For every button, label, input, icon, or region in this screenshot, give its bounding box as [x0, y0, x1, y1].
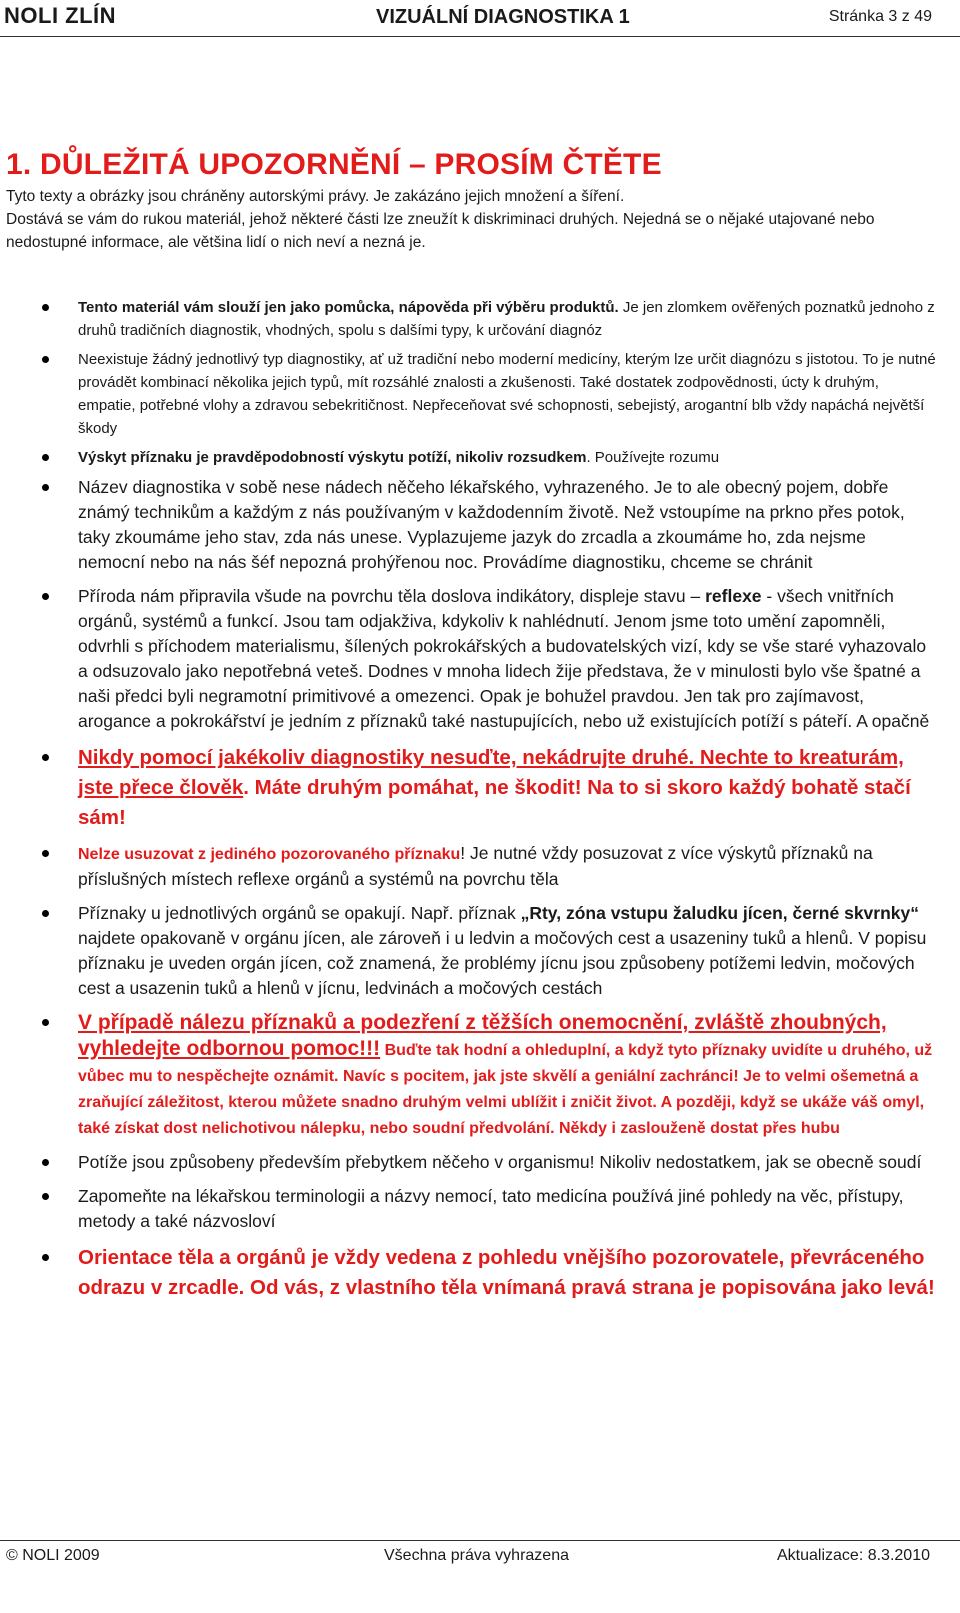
bullet-icon	[42, 754, 49, 761]
bullet-icon	[42, 1019, 49, 1026]
item-warning: Orientace těla a orgánů je vždy vedena z pohledu vnějšího pozorovatele, převráceného odrazu v zrcadle. Od vás, z vlastního těla vnímaná pravá strana je popisována jako levá!	[78, 1246, 935, 1299]
item-text: Je jen zlomkem ověřených poznatků jednoho z druhů tradičních diagnostik, vhodných, spolu s dalšími typy, k určování diagnóz	[78, 299, 935, 339]
bullet-icon	[42, 1254, 49, 1261]
bullet-icon	[42, 454, 49, 461]
item-text: Název diagnostika v sobě nese nádech něčeho lékařského, vyhrazeného. Je to ale obecný pojem, dobře známý technikům a každým z nás používaným v každodenním životě. Než vstoupíme na prkno přes potok, taky zkoumáme jeho stav, zda nás unese. Vyplazujeme jazyk do zrcadla a zkoumáme ho, zda nejsme nemocní nebo na nás šéf nepozná prohýřenou noc. Provádíme diagnostiku, chceme se chránit	[78, 477, 905, 572]
item-text: ! Je nutné vždy posuzovat z více výskytů příznaků na příslušných místech reflexe orgánů a systémů na povrchu těla	[78, 843, 873, 889]
item-emphasis: „Rty, zóna vstupu žaludku jícen, černé skvrnky“	[520, 903, 920, 923]
item-text: Potíže jsou způsobeny především přebytkem něčeho v organismu! Nikoliv nedostatkem, jak se obecně soudí	[78, 1152, 922, 1172]
intro-copyright: Tyto texty a obrázky jsou chráněny autorskými právy. Je zakázáno jejich množení a šíření.	[6, 188, 625, 205]
bullet-icon	[42, 356, 49, 363]
item-emphasis: Tento materiál vám slouží jen jako pomůcka, nápověda při výběru produktů.	[78, 299, 619, 316]
bullet-icon	[42, 593, 49, 600]
list-item	[0, 1184, 950, 1234]
list-item	[0, 296, 950, 342]
item-warning: Nelze usuzovat z jediného pozorovaného příznaku	[78, 846, 461, 863]
item-text: - všech vnitřních orgánů, systémů a funkcí. Jsou tam odjakživa, kdykoliv k nahlédnutí. Jenom jsme toto umění zapomněli, odvrhli s příchodem materialismu, šílených pokrokářských a budovatelských vizí, kdy se vše staré vyhazovalo a odsuzovalo jako nepotřebná veteš. Dodnes v mnoha lidech žije představa, že v minulosti bylo vše špatné a naši předci byli negramotní primitivové a omezenci. Opak je bohužel pravdou. Jen tak pro zajímavost, arogance a pokrokářství je jedním z příznaků také nastupujících, nebo už existujících potíží s páteří. A opačně	[78, 586, 930, 731]
item-warning: . Máte druhým pomáhat, ne škodit! Na to si skoro každý bohatě stačí sám!	[78, 776, 911, 829]
item-warning: Buďte tak hodní a ohleduplní, a když tyto příznaky uvidíte u druhého, už vůbec mu to nespěchejte oznámit. Navíc s pocitem, jak jste skvělí a geniální zachránci! Je to velmi ošemetná a zraňující záležitost, kterou můžete snadno druhým velmi ublížit i zničit život. A později, když se ukáže váš omyl, také získat dost nelichotivou nálepku, nebo soudní předvolání. Někdy i zaslouženě dostat přes hubu	[78, 1042, 933, 1137]
bullet-icon	[42, 1159, 49, 1166]
page-footer	[0, 1540, 960, 1571]
item-emphasis: Výskyt příznaku je pravděpodobností výskytu potíží, nikoliv rozsudkem	[78, 449, 587, 466]
list-item	[0, 446, 950, 469]
item-warning-underlined: V případě nálezu příznaků a podezření z těžších onemocnění, zvláště zhoubných, vyhledejte odbornou pomoc!!!	[78, 1011, 887, 1060]
intro-warning: Dostává se vám do rukou materiál, jehož některé části lze zneužít k diskriminaci druhých. Nejedná se o nějaké utajované nebo nedostupné informace, ale většina lidí o nich neví a nezná je.	[6, 211, 875, 251]
list-item	[0, 743, 950, 833]
intro-text	[6, 185, 936, 254]
bullet-icon	[42, 850, 49, 857]
bullet-icon	[42, 910, 49, 917]
section-title: 1. DŮLEŽITÁ UPOZORNĚNÍ – PROSÍM ČTĚTE	[6, 148, 662, 181]
list-item	[0, 1010, 950, 1141]
footer-copyright: © NOLI 2009	[6, 1547, 100, 1564]
list-item	[0, 1243, 950, 1303]
bullet-icon	[42, 1193, 49, 1200]
header-brand: NOLI ZLÍN	[4, 3, 117, 28]
warnings-list	[0, 296, 950, 1311]
list-item	[0, 841, 950, 892]
list-item	[0, 1150, 950, 1175]
header-page-number: Stránka 3 z 49	[828, 8, 932, 25]
item-text: Zapomeňte na lékařskou terminologii a názvy nemocí, tato medicína používá jiné pohledy na věc, přístupy, metody a také názvosloví	[78, 1186, 904, 1231]
footer-rights: Všechna práva vyhrazena	[384, 1547, 569, 1564]
item-warning-underlined: Nikdy pomocí jakékoliv diagnostiky nesuďte, nekádrujte druhé. Nechte to kreaturám, jste přece člověk	[78, 746, 904, 799]
bullet-icon	[42, 304, 49, 311]
list-item	[0, 348, 950, 440]
item-text: Příroda nám připravila všude na povrchu těla doslova indikátory, displeje stavu –	[78, 586, 706, 606]
list-item	[0, 475, 950, 575]
list-item	[0, 584, 950, 734]
item-text: Neexistuje žádný jednotlivý typ diagnostiky, ať už tradiční nebo moderní medicíny, kterým lze určit diagnózu s jistotou. To je nutné provádět kombinací několika jejich typů, mít rozsáhlé znalosti a zkušenosti. Také dostatek zodpovědnosti, úcty k druhým, empatie, potřebné vlohy a zdravou sebekritičnost. Nepřeceňovat své schopnosti, sebejistý, arogantní blb vždy napáchá největší škody	[78, 351, 936, 437]
bullet-icon	[42, 484, 49, 491]
footer-updated: Aktualizace: 8.3.2010	[777, 1547, 930, 1564]
item-text: Příznaky u jednotlivých orgánů se opakují. Např. příznak	[78, 903, 521, 923]
header-document-title: VIZUÁLNÍ DIAGNOSTIKA 1	[376, 6, 630, 28]
item-text: najdete opakovaně v orgánu jícen, ale zároveň i u ledvin a močových cest a usazeniny tuků a hlenů. V popisu příznaku je uveden orgán jícen, což znamená, že problémy jícnu jsou způsobeny potížemi ledvin, močových cest a usazenin tuků a hlenů v jícnu, ledvinách a močových cestách	[78, 928, 927, 998]
list-item	[0, 901, 950, 1001]
item-text: . Používejte rozumu	[586, 449, 720, 466]
page-header	[0, 0, 960, 37]
item-emphasis: reflexe	[705, 586, 762, 606]
